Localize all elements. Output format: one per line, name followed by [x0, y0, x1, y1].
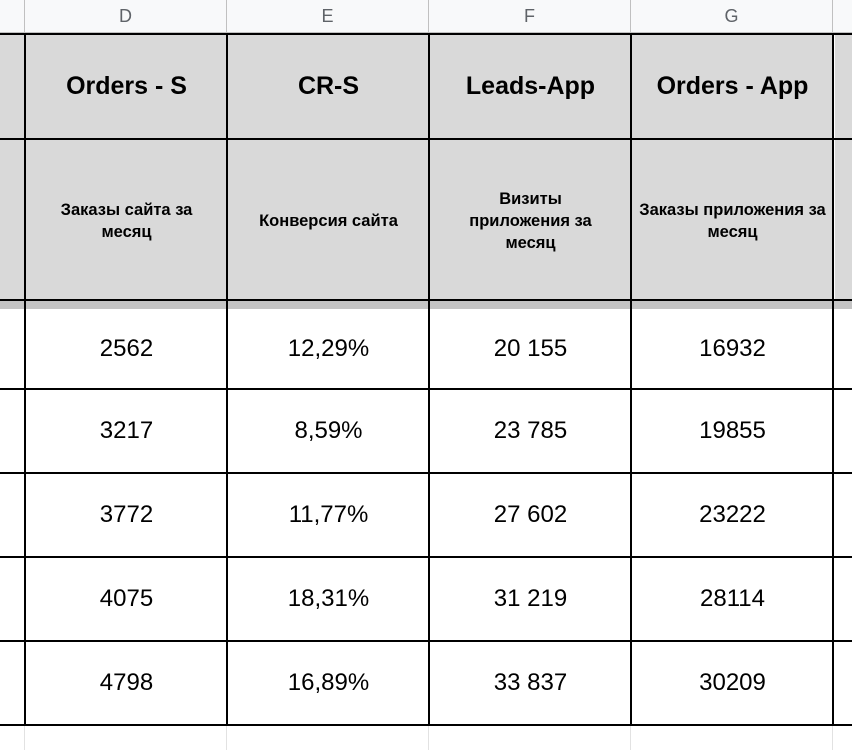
data-cell[interactable]	[26, 390, 227, 472]
border-vertical	[226, 33, 228, 726]
data-cell[interactable]	[228, 390, 429, 472]
data-cell[interactable]	[228, 474, 429, 556]
data-cell[interactable]	[632, 390, 833, 472]
border-vertical	[630, 33, 632, 726]
cell-value: 4798	[99, 669, 154, 696]
border-horizontal	[0, 556, 852, 558]
header-title-text: CR-S	[297, 72, 360, 100]
cell-value: 28114	[700, 585, 765, 612]
gridline-faint	[428, 726, 429, 750]
column-letter-g: G	[724, 5, 739, 26]
border-vertical	[832, 33, 834, 726]
column-header-stub[interactable]	[0, 0, 25, 33]
cell-value: 3772	[99, 501, 154, 528]
border-horizontal	[0, 472, 852, 474]
header-subtitle-orders-app[interactable]	[632, 140, 833, 301]
border-vertical	[24, 33, 26, 726]
header-title-text: Leads-App	[465, 72, 596, 100]
cell-value: 2562	[99, 334, 154, 362]
cell-value: 20 155	[493, 334, 568, 362]
frozen-rows-divider[interactable]	[0, 301, 852, 309]
cell-value: 23 785	[493, 417, 568, 444]
data-cell[interactable]	[228, 558, 429, 640]
header-title-text: Orders - App	[656, 72, 809, 100]
cell-value: 8,59%	[294, 417, 363, 444]
header-subtitle-text: Заказы сайта за месяц	[60, 200, 193, 241]
cell-value: 16932	[699, 334, 766, 362]
border-horizontal	[0, 299, 852, 301]
data-cell[interactable]	[632, 474, 833, 556]
gridline-faint	[835, 35, 852, 301]
cell-value: 12,29%	[287, 334, 370, 362]
header-stub-cell	[0, 35, 24, 301]
data-cell[interactable]	[26, 558, 227, 640]
data-cell[interactable]	[228, 642, 429, 724]
cell-value: 3217	[99, 417, 154, 444]
data-cell[interactable]	[26, 309, 227, 388]
header-subtitle-text: Заказы приложения за месяц	[639, 200, 826, 241]
cell-value: 23222	[699, 501, 766, 528]
header-subtitle-orders-s[interactable]	[26, 140, 227, 301]
data-cell[interactable]	[228, 309, 429, 388]
gridline-faint	[24, 726, 25, 750]
gridline-faint	[630, 726, 631, 750]
gridline-faint	[832, 726, 833, 750]
data-cell[interactable]	[632, 642, 833, 724]
column-header-f[interactable]	[429, 0, 631, 33]
data-cell[interactable]	[26, 642, 227, 724]
header-title-orders-s[interactable]	[26, 35, 227, 138]
cell-value: 19855	[699, 417, 766, 444]
header-title-text: Orders - S	[66, 72, 187, 100]
border-horizontal	[0, 724, 852, 726]
header-subtitle-leads-app[interactable]	[430, 140, 631, 301]
cell-value: 11,77%	[288, 501, 369, 528]
column-header-next[interactable]	[833, 0, 852, 33]
border-horizontal	[0, 388, 852, 390]
cell-value: 30209	[699, 669, 766, 696]
cell-value: 18,31%	[287, 585, 370, 612]
data-cell[interactable]	[430, 309, 631, 388]
column-header-e[interactable]	[227, 0, 429, 33]
data-cell[interactable]	[430, 390, 631, 472]
header-title-leads-app[interactable]	[430, 35, 631, 138]
cell-value: 27 602	[493, 501, 568, 528]
border-horizontal	[0, 640, 852, 642]
header-subtitle-cr-s[interactable]	[228, 140, 429, 301]
cell-value: 4075	[99, 585, 154, 612]
data-cell[interactable]	[430, 474, 631, 556]
data-cell[interactable]	[632, 309, 833, 388]
data-cell[interactable]	[26, 474, 227, 556]
column-letter-d: D	[119, 5, 132, 26]
border-horizontal	[0, 138, 852, 140]
column-letter-f: F	[524, 5, 535, 26]
cell-value: 33 837	[493, 669, 568, 696]
column-header-d[interactable]	[25, 0, 227, 33]
cell-value: 16,89%	[287, 669, 370, 696]
data-cell[interactable]	[430, 642, 631, 724]
header-title-cr-s[interactable]	[228, 35, 429, 138]
data-cell[interactable]	[430, 558, 631, 640]
border-horizontal	[0, 33, 852, 35]
cell-value: 31 219	[493, 585, 568, 612]
header-title-orders-app[interactable]	[632, 35, 833, 138]
header-subtitle-text: Визиты приложения за месяц	[469, 189, 592, 252]
column-letter-e: E	[321, 5, 334, 26]
gridline-faint	[226, 726, 227, 750]
header-subtitle-text: Конверсия сайта	[259, 211, 398, 230]
border-vertical	[428, 33, 430, 726]
column-header-g[interactable]	[631, 0, 833, 33]
data-cell[interactable]	[632, 558, 833, 640]
